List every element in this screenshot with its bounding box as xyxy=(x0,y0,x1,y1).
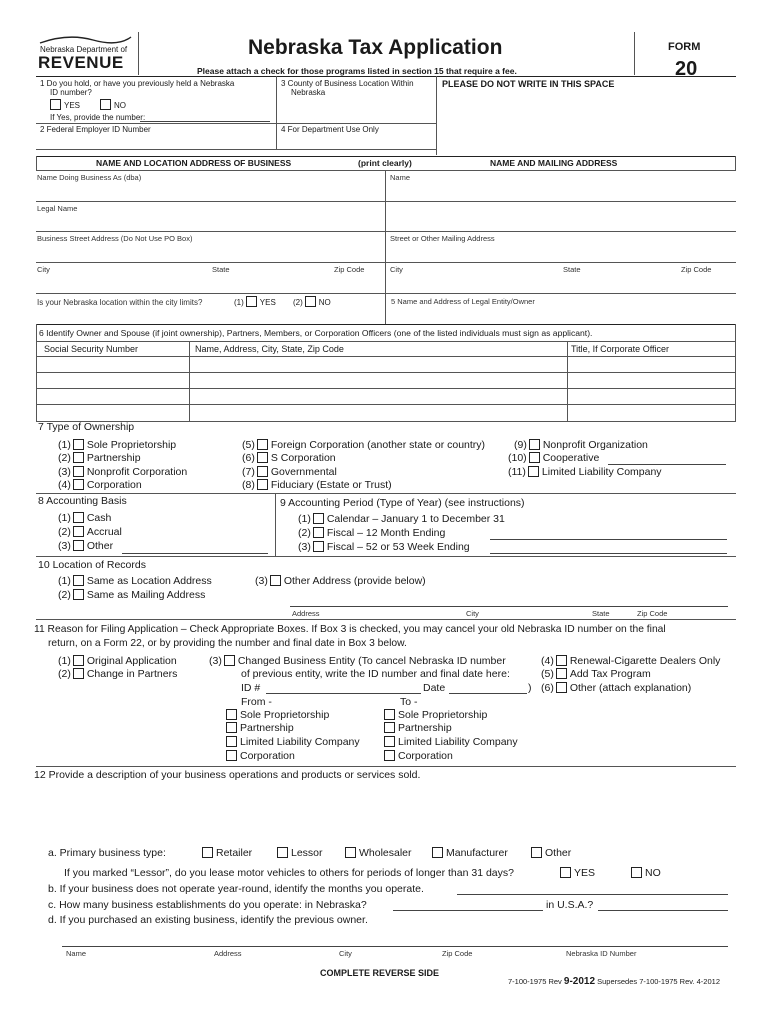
s11-partners-label: Change in Partners xyxy=(86,668,178,680)
from-corporation-checkbox[interactable] xyxy=(226,750,237,761)
legal-name-label: Legal Name xyxy=(37,204,78,213)
type-manufacturer-checkbox[interactable] xyxy=(432,847,443,858)
street-label: Business Street Address (Do Not Use PO Box) xyxy=(37,234,193,243)
lessor-no-checkbox[interactable] xyxy=(631,867,642,878)
s10-title: 10 Location of Records xyxy=(38,559,146,571)
s11-original-label: Original Application xyxy=(86,655,177,667)
box5-label: 5 Name and Address of Legal Entity/Owner xyxy=(391,297,535,306)
s7-opt6-checkbox[interactable] xyxy=(257,452,268,463)
s11-renewal-label: Renewal-Cigarette Dealers Only xyxy=(569,655,721,667)
to-sole-label: Sole Proprietorship xyxy=(398,709,488,721)
s8-other-checkbox[interactable] xyxy=(73,540,84,551)
lessor-no-label: NO xyxy=(645,867,661,879)
s7-opt7-checkbox[interactable] xyxy=(257,466,268,477)
s11-partners-checkbox[interactable] xyxy=(73,668,84,679)
s11-from: From - xyxy=(241,696,272,708)
s10-opt2-num: (2) xyxy=(58,589,71,601)
s11-opt1-num: (1) xyxy=(58,655,71,667)
s10-city-label: City xyxy=(466,609,479,618)
s7-opt8-label: Fiduciary (Estate or Trust) xyxy=(270,479,392,491)
box3-label: 3 County of Business Location Within xyxy=(281,79,414,88)
to-partnership-label: Partnership xyxy=(398,722,452,734)
s6-col-name: Name, Address, City, State, Zip Code xyxy=(195,344,344,354)
prev-address-label: Address xyxy=(214,949,242,958)
prev-zip-label: Zip Code xyxy=(442,949,473,958)
s10-same-location-label: Same as Location Address xyxy=(86,575,212,587)
s8-cash-checkbox[interactable] xyxy=(73,512,84,523)
s10-address-label: Address xyxy=(292,609,320,618)
form-number: 20 xyxy=(675,58,698,80)
s7-opt10-label: Cooperative xyxy=(542,452,600,464)
to-partnership-checkbox[interactable] xyxy=(384,722,395,733)
cooperative-line[interactable] xyxy=(608,464,726,465)
s7-opt5-label: Foreign Corporation (another state or country) xyxy=(270,439,486,451)
s10-other-checkbox[interactable] xyxy=(270,575,281,586)
dba-label: Name Doing Business As (dba) xyxy=(37,173,142,182)
s7-opt9-label: Nonprofit Organization xyxy=(542,439,648,451)
do-not-write-notice: PLEASE DO NOT WRITE IN THIS SPACE xyxy=(442,79,615,89)
previous-owner-input[interactable] xyxy=(62,946,728,947)
to-llc-label: Limited Liability Company xyxy=(398,736,518,748)
s8-opt3-num: (3) xyxy=(58,540,71,552)
s6-col-ssn: Social Security Number xyxy=(44,344,139,354)
s11-add-tax-label: Add Tax Program xyxy=(569,668,651,680)
s8-accrual-checkbox[interactable] xyxy=(73,526,84,537)
dept-name: Nebraska Department of xyxy=(40,45,128,54)
to-llc-checkbox[interactable] xyxy=(384,736,395,747)
s11-date-input[interactable] xyxy=(449,693,527,694)
s10-other-label: Other Address (provide below) xyxy=(283,575,426,587)
prev-id-label: Nebraska ID Number xyxy=(566,949,637,958)
s7-opt5-checkbox[interactable] xyxy=(257,439,268,450)
from-partnership-checkbox[interactable] xyxy=(226,722,237,733)
print-clearly: (print clearly) xyxy=(358,158,412,168)
s7-opt8-num: (8) xyxy=(242,479,255,491)
city-limits-no-label: NO xyxy=(318,298,331,307)
s9-fiscal12-checkbox[interactable] xyxy=(313,527,324,538)
business-address-header: NAME AND LOCATION ADDRESS OF BUSINESS xyxy=(96,158,292,168)
box4-label: 4 For Department Use Only xyxy=(281,125,379,134)
s11-date-label: Date xyxy=(423,682,446,694)
s7-opt3-checkbox[interactable] xyxy=(73,466,84,477)
s10-same-location-checkbox[interactable] xyxy=(73,575,84,586)
box1-id-input[interactable] xyxy=(140,121,270,122)
s7-opt11-checkbox[interactable] xyxy=(528,466,539,477)
s12-d-label: d. If you purchased an existing business, identify the previous owner. xyxy=(48,914,368,926)
s7-opt2-num: (2) xyxy=(58,452,71,464)
s7-opt4-label: Corporation xyxy=(86,479,142,491)
city-limits-yes-checkbox[interactable] xyxy=(246,296,257,307)
from-corporation-label: Corporation xyxy=(240,750,295,762)
s8-cash-label: Cash xyxy=(86,512,112,524)
s11-paren: ) xyxy=(528,682,532,694)
city-limits-opt2: (2) xyxy=(293,298,303,307)
s11-opt5-num: (5) xyxy=(541,668,554,680)
s11-opt4-num: (4) xyxy=(541,655,554,667)
s7-opt9-checkbox[interactable] xyxy=(529,439,540,450)
s7-opt1-label: Sole Proprietorship xyxy=(86,439,177,451)
mailing-zip-label: Zip Code xyxy=(681,265,712,274)
dept-revenue: REVENUE xyxy=(38,53,124,72)
s9-calendar-label: Calendar – January 1 to December 31 xyxy=(326,513,505,525)
s11-original-checkbox[interactable] xyxy=(73,655,84,666)
s7-opt4-checkbox[interactable] xyxy=(73,479,84,490)
s9-title: 9 Accounting Period (Type of Year) (see instructions) xyxy=(280,497,525,509)
usa-count-input[interactable] xyxy=(598,910,728,911)
s7-opt7-num: (7) xyxy=(242,466,255,478)
s9-fiscal52-checkbox[interactable] xyxy=(313,541,324,552)
s7-opt11-num: (11) xyxy=(508,466,526,478)
s11-opt2-num: (2) xyxy=(58,668,71,680)
s8-title: 8 Accounting Basis xyxy=(38,495,127,507)
s8-opt1-num: (1) xyxy=(58,512,71,524)
s7-opt1-checkbox[interactable] xyxy=(73,439,84,450)
state-label: State xyxy=(212,265,230,274)
s9-fiscal12-input[interactable] xyxy=(490,539,727,540)
type-wholesaler-label: Wholesaler xyxy=(359,847,412,859)
mailing-city-label: City xyxy=(390,265,403,274)
s10-address-input[interactable] xyxy=(290,606,728,607)
s11-changed-entity-checkbox[interactable] xyxy=(224,655,235,666)
s7-opt4-num: (4) xyxy=(58,479,71,491)
type-lessor-checkbox[interactable] xyxy=(277,847,288,858)
s10-same-mailing-label: Same as Mailing Address xyxy=(86,589,206,601)
footer-supersedes: Supersedes 7-100-1975 Rev. 4-2012 xyxy=(597,977,720,986)
s7-opt1-num: (1) xyxy=(58,439,71,451)
from-sole-label: Sole Proprietorship xyxy=(240,709,330,721)
s11-to: To - xyxy=(400,696,418,708)
box1-yes-checkbox[interactable] xyxy=(50,99,61,110)
s7-opt7-label: Governmental xyxy=(270,466,337,478)
city-limits-opt1: (1) xyxy=(234,298,244,307)
s7-opt10-num: (10) xyxy=(508,452,527,464)
city-limits-question: Is your Nebraska location within the city limits? xyxy=(37,298,203,307)
box1-label2: ID number? xyxy=(50,88,92,97)
to-corporation-checkbox[interactable] xyxy=(384,750,395,761)
s11-title: 11 Reason for Filing Application – Check Appropriate Boxes. If Box 3 is checked, you may cancel your old Nebraska ID number on the final xyxy=(34,624,666,635)
footer-rev: 7-100-1975 Rev xyxy=(508,977,562,986)
s9-fiscal52-input[interactable] xyxy=(490,553,727,554)
s10-state-label: State xyxy=(592,609,610,618)
box1-yes-label: YES xyxy=(64,101,81,110)
s11-changed-entity-label2: of previous entity, write the ID number and final date here: xyxy=(241,668,510,680)
complete-reverse-side: COMPLETE REVERSE SIDE xyxy=(320,968,440,978)
s7-opt11-label: Limited Liability Company xyxy=(541,466,662,478)
box2-label: 2 Federal Employer ID Number xyxy=(40,125,151,134)
type-wholesaler-checkbox[interactable] xyxy=(345,847,356,858)
s7-opt2-checkbox[interactable] xyxy=(73,452,84,463)
s11-other-label: Other (attach explanation) xyxy=(569,682,692,694)
footer-rev-date: 9-2012 xyxy=(563,976,596,987)
s9-opt1-num: (1) xyxy=(298,513,311,525)
s11-id-input[interactable] xyxy=(266,693,421,694)
city-limits-yes-label: YES xyxy=(259,298,276,307)
box1-no-checkbox[interactable] xyxy=(100,99,111,110)
s10-same-mailing-checkbox[interactable] xyxy=(73,589,84,600)
lessor-yes-checkbox[interactable] xyxy=(560,867,571,878)
s7-opt5-num: (5) xyxy=(242,439,255,451)
months-input[interactable] xyxy=(457,894,728,895)
s11-opt6-num: (6) xyxy=(541,682,554,694)
s9-opt3-num: (3) xyxy=(298,541,311,553)
s7-opt6-label: S Corporation xyxy=(270,452,336,464)
from-llc-label: Limited Liability Company xyxy=(240,736,360,748)
s8-accrual-label: Accrual xyxy=(86,526,122,538)
zip-label: Zip Code xyxy=(334,265,365,274)
type-retailer-label: Retailer xyxy=(216,847,253,859)
form-label: FORM xyxy=(668,41,701,53)
mailing-address-header: NAME AND MAILING ADDRESS xyxy=(490,158,618,168)
from-llc-checkbox[interactable] xyxy=(226,736,237,747)
to-corporation-label: Corporation xyxy=(398,750,453,762)
mailing-state-label: State xyxy=(563,265,581,274)
s7-opt9-num: (9) xyxy=(514,439,527,451)
city-label: City xyxy=(37,265,50,274)
s9-calendar-checkbox[interactable] xyxy=(313,513,324,524)
mailing-street-label: Street or Other Mailing Address xyxy=(390,234,495,243)
mailing-name-label: Name xyxy=(390,173,411,182)
s8-opt2-num: (2) xyxy=(58,526,71,538)
s7-opt3-label: Nonprofit Corporation xyxy=(86,466,188,478)
page-subtitle: Please attach a check for those programs listed in section 15 that require a fee. xyxy=(197,66,517,76)
type-manufacturer-label: Manufacturer xyxy=(446,847,508,859)
s12-title: 12 Provide a description of your business operations and products or services sold. xyxy=(34,769,421,781)
s11-add-tax-checkbox[interactable] xyxy=(556,668,567,679)
s7-title: 7 Type of Ownership xyxy=(38,421,135,433)
s6-col-title: Title, If Corporate Officer xyxy=(571,344,670,354)
s7-opt8-checkbox[interactable] xyxy=(257,479,268,490)
prev-city-label: City xyxy=(339,949,352,958)
s9-fiscal12-label: Fiscal – 12 Month Ending xyxy=(326,527,446,539)
box1-label: 1 Do you hold, or have you previously held a Nebraska xyxy=(40,79,235,88)
s11-renewal-checkbox[interactable] xyxy=(556,655,567,666)
box1-no-label: NO xyxy=(114,101,126,110)
nebraska-count-input[interactable] xyxy=(393,910,543,911)
s8-other-label: Other xyxy=(86,540,114,552)
s9-opt2-num: (2) xyxy=(298,527,311,539)
s11-opt3-num: (3) xyxy=(209,655,222,667)
from-partnership-label: Partnership xyxy=(240,722,294,734)
box1-provide: If Yes, provide the number: xyxy=(50,113,146,122)
s10-opt1-num: (1) xyxy=(58,575,71,587)
from-sole-checkbox[interactable] xyxy=(226,709,237,720)
box3-label2: Nebraska xyxy=(291,88,326,97)
lessor-yes-label: YES xyxy=(574,867,596,879)
s7-opt3-num: (3) xyxy=(58,466,71,478)
usa-label: in U.S.A.? xyxy=(546,899,594,911)
prev-name-label: Name xyxy=(66,949,87,958)
s7-opt6-num: (6) xyxy=(242,452,255,464)
city-limits-no-checkbox[interactable] xyxy=(305,296,316,307)
type-retailer-checkbox[interactable] xyxy=(202,847,213,858)
type-lessor-label: Lessor xyxy=(291,847,323,859)
to-sole-checkbox[interactable] xyxy=(384,709,395,720)
s7-opt10-checkbox[interactable] xyxy=(529,452,540,463)
s12-c-label: c. How many business establishments do you operate: in Nebraska? xyxy=(48,899,367,911)
s11-id-label: ID # xyxy=(241,682,261,694)
s11-other-checkbox[interactable] xyxy=(556,682,567,693)
s8-other-input[interactable] xyxy=(122,553,268,554)
page-title: Nebraska Tax Application xyxy=(248,36,503,59)
type-other-label: Other xyxy=(545,847,572,859)
type-other-checkbox[interactable] xyxy=(531,847,542,858)
lessor-question: If you marked “Lessor”, do you lease motor vehicles to others for periods of longer than 31 days? xyxy=(64,867,514,879)
s12-b-label: b. If your business does not operate year-round, identify the months you operate. xyxy=(48,883,424,895)
s9-fiscal52-label: Fiscal – 52 or 53 Week Ending xyxy=(326,541,470,553)
s10-opt3-num: (3) xyxy=(255,575,268,587)
s11-changed-entity-label: Changed Business Entity (To cancel Nebraska ID number xyxy=(237,655,506,667)
s6-title: 6 Identify Owner and Spouse (if joint ownership), Partners, Members, or Corporation Officers (one of the listed individuals must sign as applicant). xyxy=(39,328,593,338)
s7-opt2-label: Partnership xyxy=(86,452,141,464)
s11-title2: return, on a Form 22, or by providing the number and final date in Box 3 below. xyxy=(48,638,407,649)
s12-a-label: a. Primary business type: xyxy=(48,847,166,859)
s10-zip-label: Zip Code xyxy=(637,609,668,618)
